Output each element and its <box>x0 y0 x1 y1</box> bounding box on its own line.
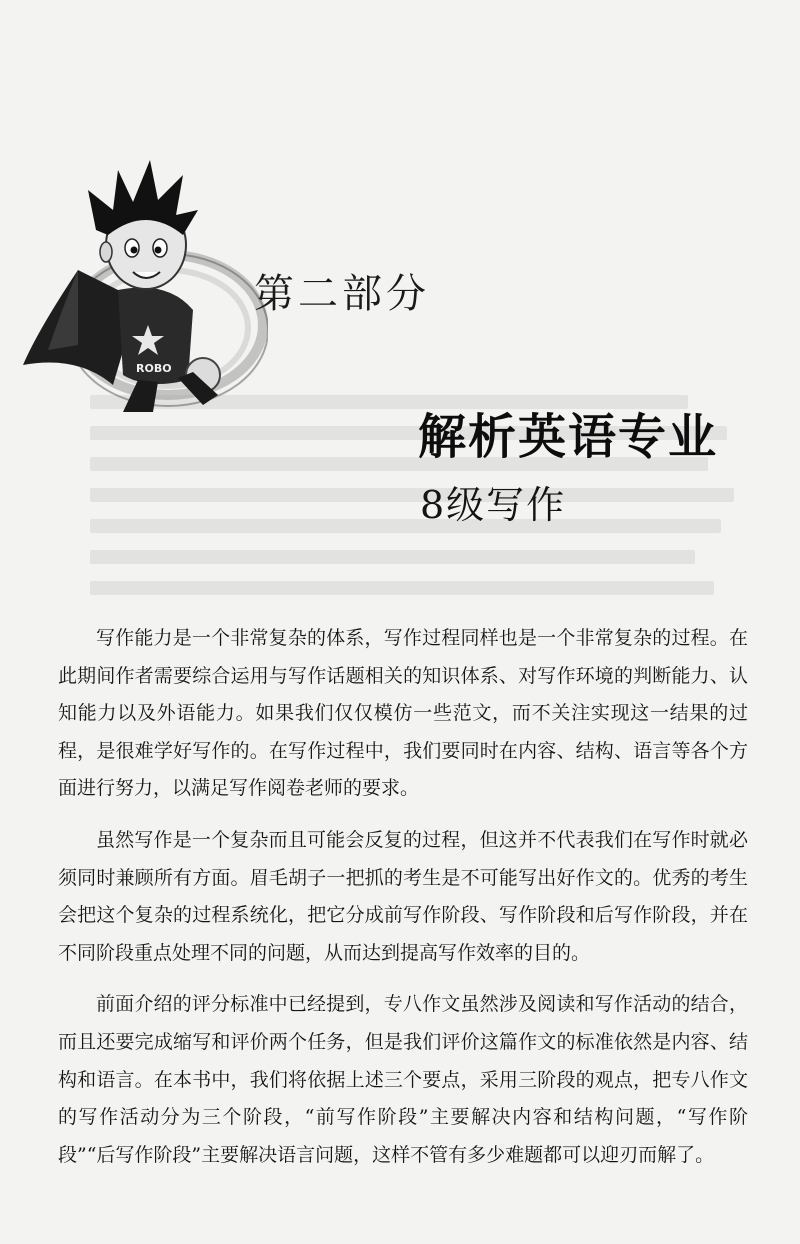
chapter-title: 解析英语专业 <box>418 409 719 465</box>
part-heading: 第二部分 <box>254 271 430 317</box>
body-text <box>58 620 748 1188</box>
mascot-illustration <box>18 150 268 420</box>
mascot-badge: ROBO <box>136 362 172 375</box>
paragraph-3: 前面介绍的评分标准中已经提到，专八作文虽然涉及阅读和写作活动的结合，而且还要完成缩写和评价两个任务，但是我们评价这篇作文的标准依然是内容、结构和语言。在本书中，我们将依据上述三个要点，采用三阶段的观点，把专八作文的写作活动分为三个阶段，“前写作阶段”主要解决内容和结构问题，“写作阶段”“后写作阶段”主要解决语言问题，这样不管有多少难题都可以迎刃而解了。 <box>58 993 748 1166</box>
paragraph-1: 写作能力是一个非常复杂的体系，写作过程同样也是一个非常复杂的过程。在此期间作者需要综合运用与写作话题相关的知识体系、对写作环境的判断能力、认知能力以及外语能力。如果我们仅仅模仿一些范文，而不关注实现这一结果的过程，是很难学好写作的。在写作过程中，我们要同时在内容、结构、语言等各个方面进行努力，以满足写作阅卷老师的要求。 <box>58 627 748 800</box>
chapter-subtitle: 8级写作 <box>420 483 567 527</box>
paragraph-2: 虽然写作是一个复杂而且可能会反复的过程，但这并不代表我们在写作时就必须同时兼顾所有方面。眉毛胡子一把抓的考生是不可能写出好作文的。优秀的考生会把这个复杂的过程系统化，把它分成前写作阶段、写作阶段和后写作阶段，并在不同阶段重点处理不同的问题，从而达到提高写作效率的目的。 <box>58 828 748 964</box>
